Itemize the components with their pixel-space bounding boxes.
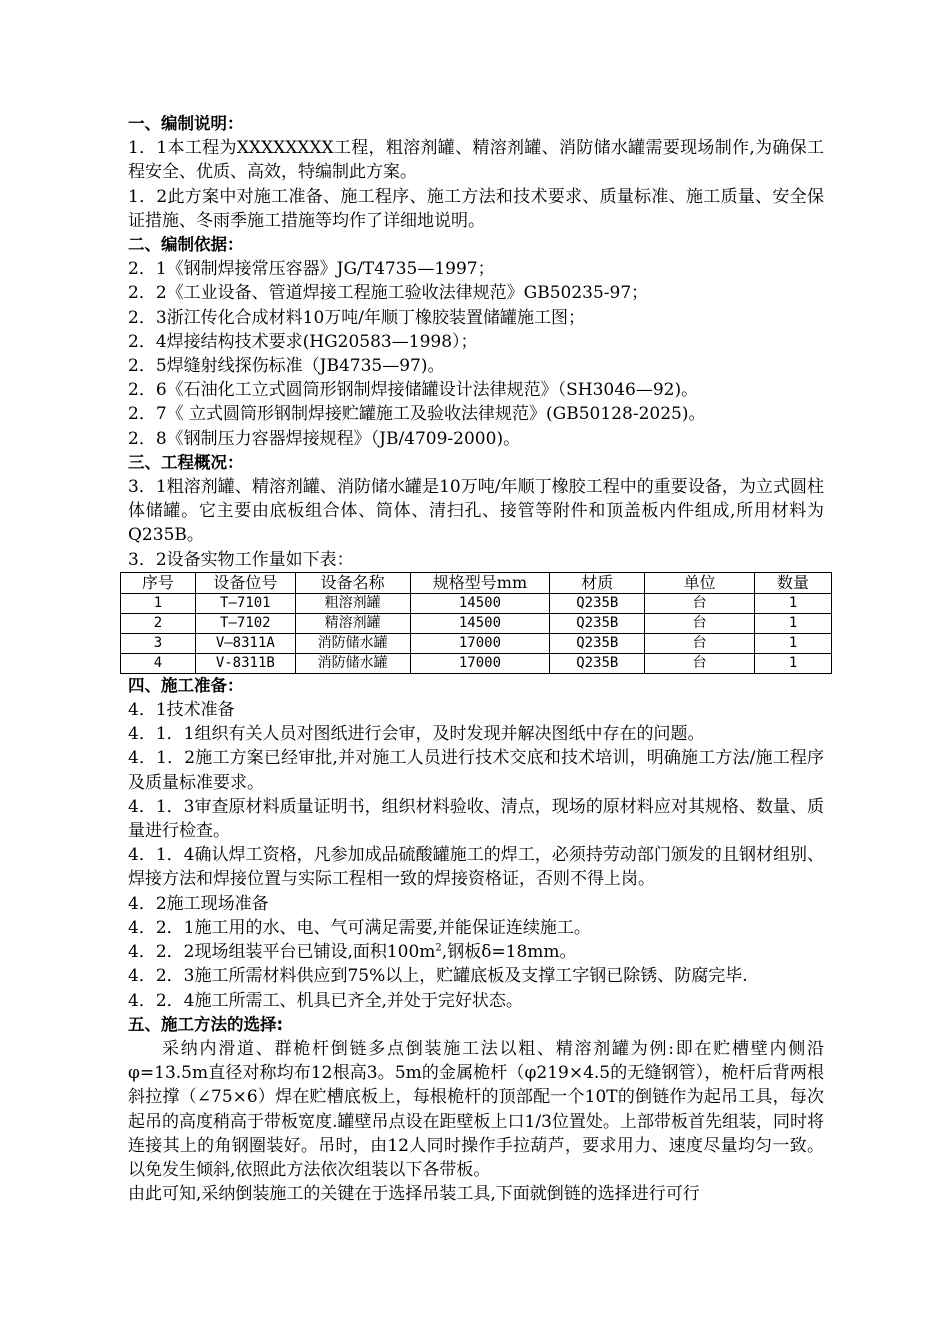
list-item: 4．1技术准备 <box>128 700 235 721</box>
table-cell: V-8311B <box>195 653 295 673</box>
table-cell: 14500 <box>410 593 550 613</box>
column-header: 材质 <box>550 572 645 593</box>
table-cell: Q235B <box>550 653 645 673</box>
section-heading-3: 三、工程概况： <box>128 452 244 472</box>
table-cell: 1 <box>755 613 832 633</box>
column-header: 设备位号 <box>195 572 295 593</box>
text-run: 4．2．2现场组装平台已铺设,面积100m <box>128 942 436 963</box>
list-item: 2．1《钢制焊接常压容器》JG/T4735—1997； <box>128 259 495 280</box>
table-cell: 3 <box>121 633 196 653</box>
table-row <box>121 633 832 653</box>
table-cell: 台 <box>645 633 755 653</box>
table-cell: 17000 <box>410 653 550 673</box>
list-item: 4．2施工现场准备 <box>128 893 269 914</box>
table-cell: 台 <box>645 653 755 673</box>
table-cell: T—7101 <box>195 593 295 613</box>
table-cell: Q235B <box>550 613 645 633</box>
list-item: 4．2．4施工所需工、机具已齐全,并处于完好状态。 <box>128 990 523 1011</box>
list-item: 2．8《钢制压力容器焊接规程》（JB/4709-2000)。 <box>128 428 521 449</box>
column-header: 数量 <box>755 572 832 593</box>
table-header-row <box>121 572 832 593</box>
column-header: 设备名称 <box>295 572 410 593</box>
list-item: 2．2《工业设备、管道焊接工程施工验收法律规范》GB50235-97； <box>128 283 649 304</box>
list-item: 2．5焊缝射线探伤标准（JB4735—97)。 <box>128 356 445 377</box>
table-cell: 2 <box>121 613 196 633</box>
section-heading-5: 五、施工方法的选择: <box>128 1014 284 1034</box>
paragraph: 1．2此方案中对施工准备、施工程序、施工方法和技术要求、质量标准、施工质量、安全保证措施、冬雨季施工措施等均作了详细地说明。 <box>128 186 824 231</box>
list-item: 2．7《 立式圆筒形钢制焊接贮罐施工及验收法律规范》(GB50128-2025)。 <box>128 404 706 425</box>
table-cell: 1 <box>755 633 832 653</box>
table-cell: V—8311A <box>195 633 295 653</box>
paragraph: 采纳内滑道、群桅杆倒链多点倒装施工法以粗、精溶剂罐为例:即在贮槽壁内侧沿φ=13.5m直径对称均布12根高3。5m的金属桅杆（φ219×4.5的无缝钢管），桅杆后背两根斜拉撑（∠75×6）焊在贮槽底板上，每根桅杆的顶部配一个10T的倒链作为起吊工具，每次起吊的高度稍高于带板宽度.罐壁吊点设在距壁板上口1/3位置处。上部带板首先组装，同时将连接其上的角钢圈装好。吊时，由12人同时操作手拉葫芦，要求用力、速度尽量均匀一致。以免发生倾斜,依照此方法依次组装以下各带板。 <box>128 1038 824 1180</box>
paragraph: 3．1粗溶剂罐、精溶剂罐、消防储水罐是10万吨/年顺丁橡胶工程中的重要设备，为立式圆柱体储罐。它主要由底板组合体、筒体、清扫孔、接管等附件和顶盖板内件组成,所用材料为Q235B。 <box>128 477 824 546</box>
table-cell: 17000 <box>410 633 550 653</box>
equipment-table <box>120 572 832 674</box>
table-cell: 1 <box>755 593 832 613</box>
table-cell: 1 <box>755 653 832 673</box>
paragraph: 由此可知,采纳倒装施工的关键在于选择吊装工具,下面就倒链的选择进行可行 <box>128 1184 700 1205</box>
table-row <box>121 593 832 613</box>
section-heading-1: 一、编制说明： <box>128 114 244 133</box>
table-cell: T—7102 <box>195 613 295 633</box>
table-cell: Q235B <box>550 593 645 613</box>
list-item: 4．1．2施工方案已经审批,并对施工人员进行技术交底和技术培训，明确施工方法/施工程序及质量标准要求。 <box>128 748 824 793</box>
table-caption: 3．2设备实物工作量如下表： <box>128 549 354 570</box>
section-heading-2: 二、编制依据： <box>128 235 244 255</box>
table-cell: 14500 <box>410 613 550 633</box>
column-header: 序号 <box>121 572 196 593</box>
table-cell: 台 <box>645 613 755 633</box>
list-item <box>128 940 824 964</box>
table-cell: 粗溶剂罐 <box>295 593 410 613</box>
table-row <box>121 613 832 633</box>
table-cell: 台 <box>645 593 755 613</box>
document-page <box>128 112 824 1206</box>
list-item: 4．2．1施工用的水、电、气可满足需要,并能保证连续施工。 <box>128 917 591 938</box>
list-item: 4．2．3施工所需材料供应到75%以上，贮罐底板及支撑工字钢已除锈、防腐完毕. <box>128 966 748 987</box>
table-cell: 消防储水罐 <box>295 653 410 673</box>
list-item: 4．1．4确认焊工资格，凡参加成品硫酸罐施工的焊工，必须持劳动部门颁发的且钢材组别、焊接方法和焊接位置与实际工程相一致的焊接资格证，否则不得上岗。 <box>128 845 824 890</box>
column-header: 单位 <box>645 572 755 593</box>
section-heading-4: 四、施工准备： <box>128 675 244 695</box>
superscript: 2 <box>435 942 442 954</box>
list-item: 2．6《石油化工立式圆筒形钢制焊接储罐设计法律规范》（SH3046—92)。 <box>128 380 699 401</box>
table-cell: Q235B <box>550 633 645 653</box>
list-item: 4．1．1组织有关人员对图纸进行会审，及时发现并解决图纸中存在的问题。 <box>128 724 705 745</box>
table-cell: 4 <box>121 653 196 673</box>
table-cell: 消防储水罐 <box>295 633 410 653</box>
paragraph: 1．1本工程为XXXXXXXX工程，粗溶剂罐、精溶剂罐、消防储水罐需要现场制作,为确保工程安全、优质、高效，特编制此方案。 <box>128 138 824 183</box>
list-item: 4．1．3审查原材料质量证明书，组织材料验收、清点，现场的原材料应对其规格、数量、质量进行检查。 <box>128 796 824 842</box>
text-run: ,钢板δ=18mm。 <box>441 942 577 963</box>
column-header: 规格型号mm <box>410 572 550 593</box>
table-cell: 精溶剂罐 <box>295 613 410 633</box>
list-item: 2．4焊接结构技术要求(HG20583—1998）； <box>128 331 478 352</box>
list-item: 2．3浙江传化合成材料10万吨/年顺丁橡胶装置储罐施工图； <box>128 307 585 328</box>
table-row <box>121 653 832 673</box>
table-cell: 1 <box>121 593 196 613</box>
